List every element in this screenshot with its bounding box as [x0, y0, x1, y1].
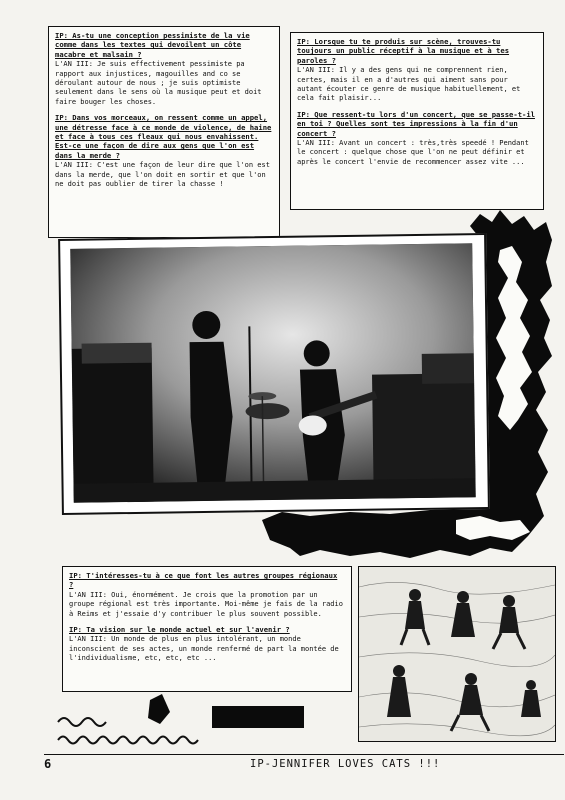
photo-frame — [58, 233, 490, 515]
qa-block — [69, 625, 345, 664]
question-text: IP: As-tu une conception pessimiste de la vie comme dans les textes qui devoilent un côte macabre et malsain ? — [55, 31, 250, 59]
question-text: IP: Dans vos morceaux, on ressent comme un appel, une détresse face à ce monde de violence, de haine et face à tous ces fleaux qui nous envahissent. Est-ce une façon de dire aux gens que l'on est dans la merde ? — [55, 113, 272, 160]
answer-text: L'AN III: Je suis effectivement pessimiste pa rapport aux injustices, magouilles and co se déroulant autour de nous ; je suis optimiste seulement dans le sens où la musique peut et doit faire bouger les choses. — [55, 60, 262, 106]
interview-box-top-left — [48, 26, 280, 238]
interview-box-bottom — [62, 566, 352, 692]
dancing-figures-illustration-icon — [358, 566, 556, 742]
footer-title: IP-JENNIFER LOVES CATS !!! — [250, 758, 441, 770]
qa-block — [297, 110, 537, 167]
scribble-decoration — [56, 712, 206, 748]
qa-block — [55, 113, 273, 189]
interview-box-top-right — [290, 32, 544, 210]
qa-block — [297, 37, 537, 104]
question-text: IP: Lorsque tu te produis sur scène, trouves-tu toujours un public réceptif à la musique et à tes paroles ? — [297, 37, 510, 65]
answer-text: L'AN III: Il y a des gens qui ne comprennent rien, certes, mais il en a d'autres qui aiment sans pour autant écouter ce genre de musique habituellement, et cela fait plaisir... — [297, 66, 521, 103]
band-live-photo-icon — [70, 243, 476, 503]
question-text: IP: T'intéresses-tu à ce que font les autres groupes régionaux ? — [69, 571, 338, 590]
answer-text: L'AN III: C'est une façon de leur dire que l'on est dans la merde, que l'on doit en sortir et que l'on ne doit pas oublier de tirer la chasse ! — [55, 161, 270, 189]
page-number: 6 — [44, 757, 52, 771]
question-text: IP: Que ressent-tu lors d'un concert, que se passe-t-il en toi ? Quelles sont tes impressions à la fin d'un concert ? — [297, 109, 535, 138]
question-text: IP: Ta vision sur le monde actuel et sur l'avenir ? — [69, 625, 290, 635]
footer-rule — [44, 754, 564, 755]
answer-text: L'AN III: Avant un concert : très,très speedé ! Pendant le concert : quelque chose que l'on ne peut définir et après le concert l'envie de recommencer assez vite ... — [297, 139, 529, 166]
qa-block — [55, 31, 273, 107]
illustration-graphic — [359, 567, 555, 741]
concert-photo-graphic — [70, 243, 476, 503]
qa-block — [69, 571, 345, 619]
answer-text: L'AN III: Un monde de plus en plus intolérant, un monde inconscient de ses actes, un monde renfermé de part la montée de l'individualisme, etc, etc, etc ... — [69, 635, 339, 663]
answer-text: L'AN III: Oui, énormément. Je crois que la promotion par un groupe régional est très importante. Moi-même je fais de la radio à Reims et j'essaie d'y contribuer le plus souvent possible. — [69, 590, 343, 618]
